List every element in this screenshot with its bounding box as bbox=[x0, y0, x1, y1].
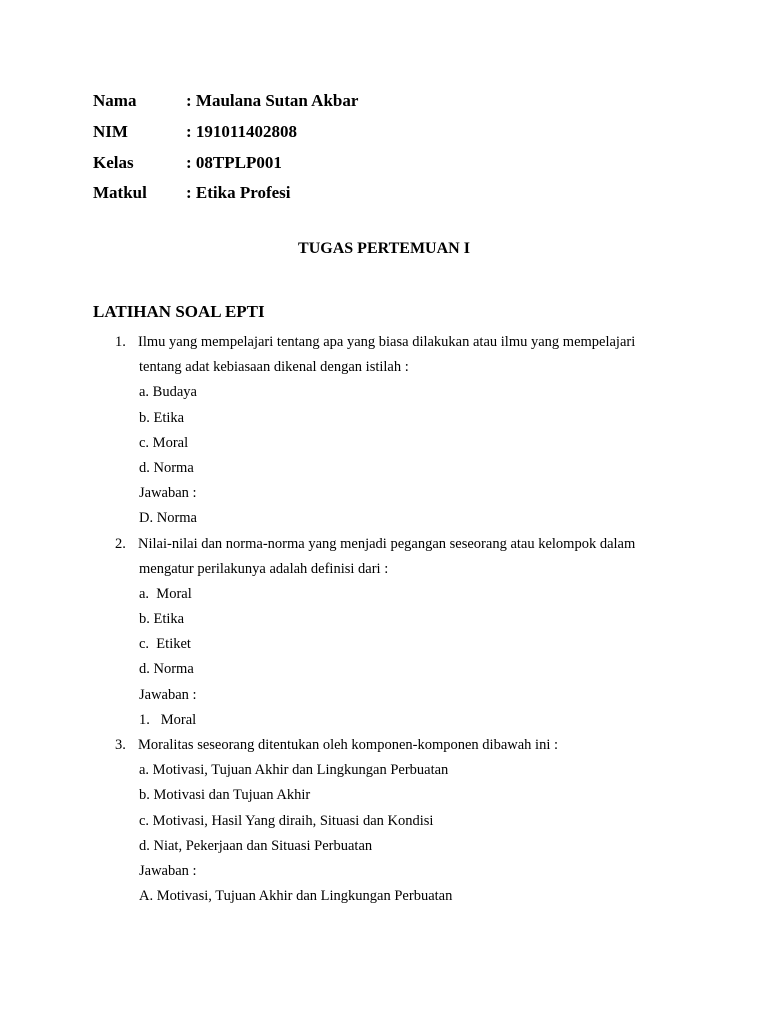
identity-label: Kelas bbox=[93, 152, 134, 172]
student-identity-block bbox=[93, 86, 358, 209]
identity-row-name bbox=[93, 86, 358, 117]
question-2-line-1 bbox=[93, 532, 693, 557]
option-item: b. Motivasi dan Tujuan Akhir bbox=[139, 787, 311, 804]
answer-text: D. Norma bbox=[139, 510, 197, 527]
option-item: b. Etika bbox=[139, 409, 185, 426]
identity-row-class bbox=[93, 147, 358, 178]
option-item: a. Budaya bbox=[139, 384, 197, 401]
option-item: c. Etiket bbox=[139, 636, 191, 653]
question-list bbox=[93, 330, 693, 909]
option-item: c. Moral bbox=[139, 434, 189, 451]
question-1-line-2: tentang adat kebiasaan dikenal dengan istilah : bbox=[139, 359, 409, 376]
question-3-line-1 bbox=[93, 733, 693, 758]
option-item: b. Etika bbox=[139, 611, 185, 628]
answer-label: Jawaban : bbox=[139, 862, 197, 879]
answer-label: Jawaban : bbox=[139, 485, 197, 502]
option-item: a. Moral bbox=[139, 585, 192, 602]
identity-row-nim bbox=[93, 117, 358, 148]
question-number: 2. bbox=[115, 535, 126, 552]
identity-label: Nama bbox=[93, 91, 137, 111]
identity-label: Matkul bbox=[93, 183, 147, 203]
question-2-line-2: mengatur perilakunya adalah definisi dari : bbox=[139, 560, 389, 577]
question-text: Nilai-nilai dan norma-norma yang menjadi pegangan seseorang atau kelompok dalam bbox=[138, 535, 636, 552]
section-heading: LATIHAN SOAL EPTI bbox=[93, 302, 265, 321]
question-1-line-1 bbox=[93, 330, 693, 355]
answer-label: Jawaban : bbox=[139, 686, 197, 703]
answer-text: A. Motivasi, Tujuan Akhir dan Lingkungan Perbuatan bbox=[139, 888, 453, 905]
option-item: c. Motivasi, Hasil Yang diraih, Situasi dan Kondisi bbox=[139, 812, 434, 829]
option-item: d. Niat, Pekerjaan dan Situasi Perbuatan bbox=[139, 837, 373, 854]
question-text: Moralitas seseorang ditentukan oleh komponen-komponen dibawah ini : bbox=[138, 737, 559, 753]
identity-value: : Etika Profesi bbox=[186, 183, 291, 203]
question-number: 1. bbox=[115, 334, 126, 350]
option-item: d. Norma bbox=[139, 661, 194, 678]
option-item: a. Motivasi, Tujuan Akhir dan Lingkungan Perbuatan bbox=[139, 762, 449, 779]
question-text: Ilmu yang mempelajari tentang apa yang biasa dilakukan atau ilmu yang mempelajari bbox=[138, 334, 636, 350]
assignment-title: TUGAS PERTEMUAN I bbox=[298, 240, 470, 257]
identity-value: : 191011402808 bbox=[186, 122, 297, 142]
identity-label: NIM bbox=[93, 122, 128, 142]
identity-value: : 08TPLP001 bbox=[186, 153, 282, 173]
identity-row-course bbox=[93, 178, 358, 209]
answer-text: 1. Moral bbox=[139, 711, 197, 728]
option-item: d. Norma bbox=[139, 459, 194, 476]
question-number: 3. bbox=[115, 737, 126, 753]
identity-value: : Maulana Sutan Akbar bbox=[186, 91, 358, 111]
